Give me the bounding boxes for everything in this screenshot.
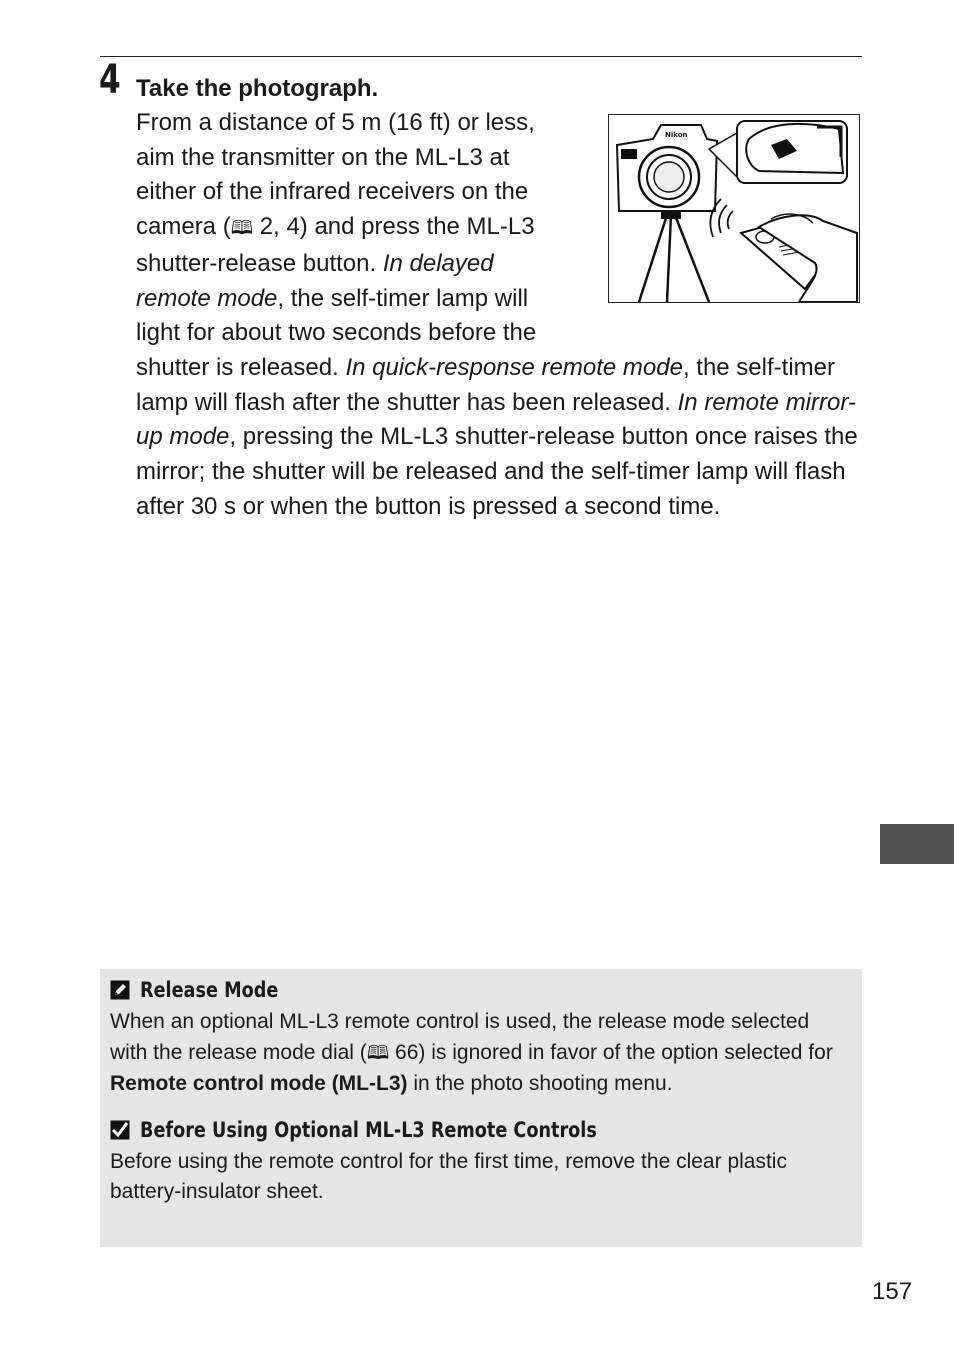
step-line (136, 247, 860, 282)
paragraph-continuation (136, 354, 858, 520)
step-text: , the self-timer lamp will flash after the shutter has been released. (136, 353, 835, 416)
top-rule (100, 56, 862, 57)
note-release-mode (110, 975, 852, 1100)
step-line (136, 316, 860, 351)
note-before-using-remote (110, 1115, 852, 1208)
note-text: When an optional ML-L3 remote control is used, the release mode selected with the release mode dial ( (110, 1010, 810, 1064)
step-text: shutter is released. (136, 353, 346, 381)
step-line (136, 210, 860, 247)
step-text: shutter-release button. (136, 249, 383, 277)
step-line (136, 141, 860, 176)
step-text: , the self-timer lamp will (277, 284, 529, 312)
step-number: 4 (99, 57, 121, 103)
step-title: Take the photograph. (136, 75, 379, 102)
step-line (136, 282, 860, 317)
book-reference-icon: 🕮 (230, 218, 254, 240)
step-line (136, 175, 860, 210)
step-text: aim the transmitter on the ML-L3 at (136, 143, 510, 171)
step-text: From a distance of 5 m (16 ft) or less, (136, 109, 535, 136)
note-text: Before using the remote control for the first time, remove the clear plastic battery-insulator sheet. (110, 1149, 787, 1203)
step-text: light for about two seconds before the (136, 319, 537, 347)
notes-box (100, 969, 862, 1247)
note-text: 66) is ignored in favor of the option selected for (389, 1040, 833, 1064)
camera-brand-label: Nikon (665, 131, 688, 139)
checkmark-caution-icon (110, 1120, 130, 1140)
note-body (110, 1147, 852, 1208)
page-number: 157 (872, 1278, 913, 1305)
emphasized-text: In delayed (382, 249, 494, 277)
step-line (136, 106, 860, 141)
pencil-note-icon (110, 980, 130, 1000)
note-text: in the photo shooting menu. (407, 1072, 673, 1095)
wrapped-lines (136, 106, 860, 351)
note-body (110, 1007, 852, 1100)
step-text: either of the infrared receivers on the (136, 178, 529, 206)
note-title: Release Mode (140, 978, 279, 1002)
menu-item-reference: Remote control mode (ML-L3) (110, 1072, 408, 1095)
section-side-tab (880, 824, 954, 864)
emphasized-text: remote mode (136, 284, 278, 312)
step-text: camera ( (136, 213, 231, 241)
step-text: 2, 4) and press the ML-L3 (253, 213, 535, 241)
emphasized-text: In quick-response remote mode (345, 353, 683, 381)
step-text: , pressing the ML-L3 shutter-release button once raises the mirror; the shutter will be released and the self-timer lamp will flash after 30 s or when the button is pressed a second time. (136, 423, 858, 520)
emphasized-text: In remote mirror-up mode (136, 388, 856, 451)
book-reference-icon: 🕮 (366, 1042, 390, 1064)
step-paragraph (136, 106, 860, 524)
note-title: Before Using Optional ML-L3 Remote Controls (140, 1117, 597, 1142)
step-body (136, 106, 860, 524)
